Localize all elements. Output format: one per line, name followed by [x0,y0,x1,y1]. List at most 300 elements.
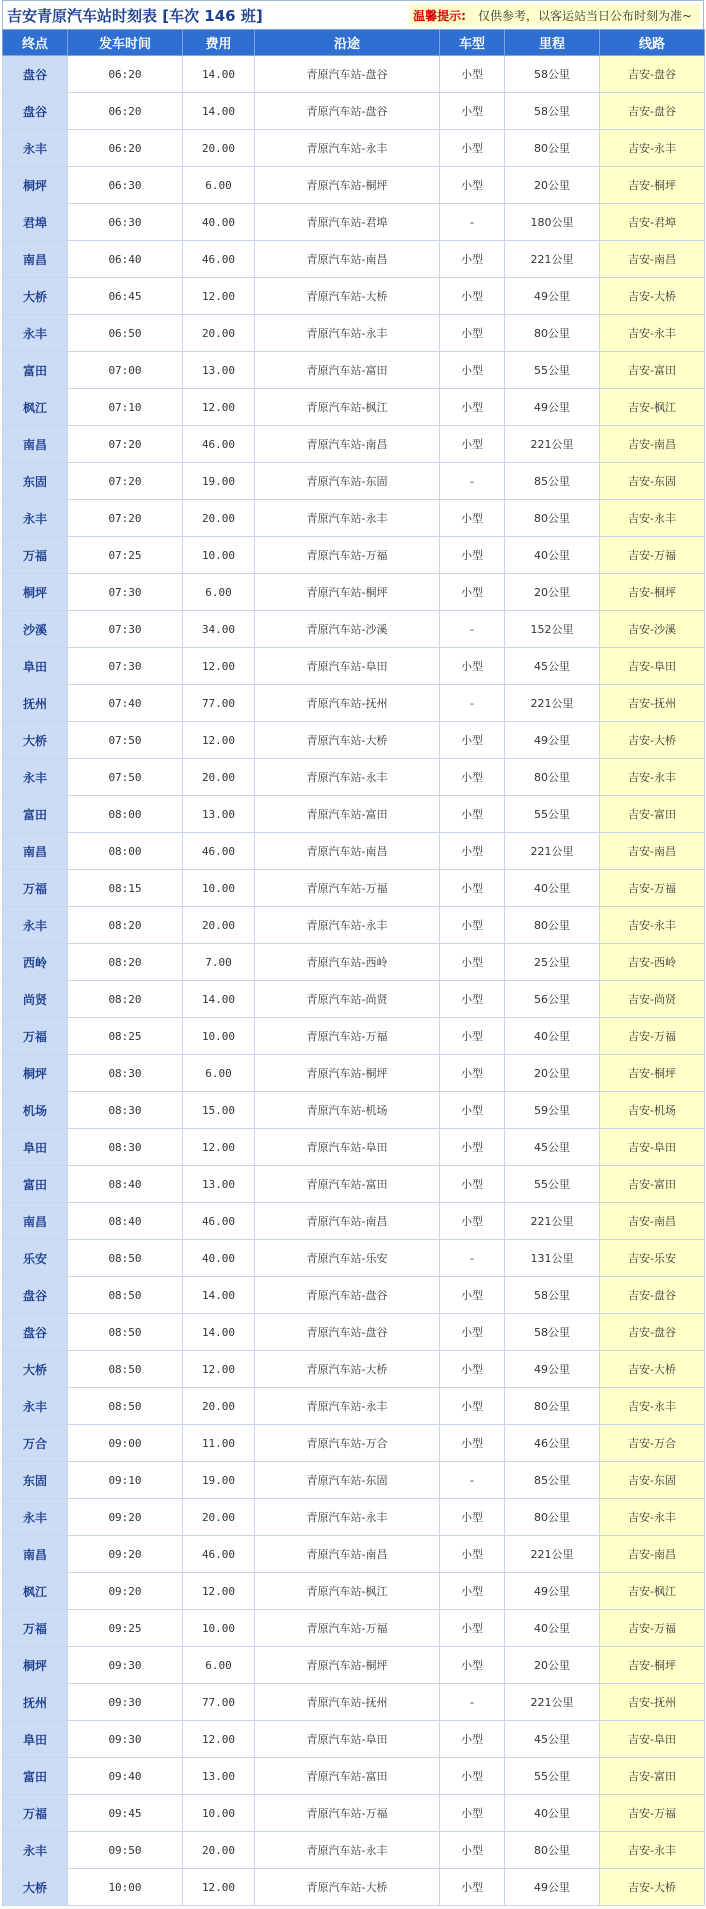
destination-cell: 盘谷 [3,93,68,130]
departure-time-cell: 08:50 [68,1388,183,1425]
fare-cell: 19.00 [183,463,255,500]
destination-cell: 万福 [3,1018,68,1055]
table-row [3,796,705,833]
via-cell: 青原汽车站-富田 [255,1166,440,1203]
fare-cell: 20.00 [183,907,255,944]
table-row [3,93,705,130]
departure-time-cell: 09:10 [68,1462,183,1499]
destination-cell: 万福 [3,870,68,907]
distance-cell: 40公里 [505,870,600,907]
distance-cell: 131公里 [505,1240,600,1277]
timetable-header [2,0,704,29]
route-cell: 吉安-阜田 [600,1721,705,1758]
departure-time-cell: 07:20 [68,426,183,463]
via-cell: 青原汽车站-南昌 [255,1536,440,1573]
destination-cell: 永丰 [3,315,68,352]
table-row [3,1573,705,1610]
distance-cell: 20公里 [505,1055,600,1092]
table-row [3,1351,705,1388]
destination-cell: 阜田 [3,648,68,685]
table-row [3,1832,705,1869]
vehicle-type-cell: 小型 [440,130,505,167]
vehicle-type-cell: 小型 [440,1536,505,1573]
table-row [3,759,705,796]
route-cell: 吉安-西岭 [600,944,705,981]
table-row [3,1462,705,1499]
destination-cell: 永丰 [3,1832,68,1869]
departure-time-cell: 06:20 [68,56,183,93]
destination-cell: 桐坪 [3,1647,68,1684]
distance-cell: 59公里 [505,1092,600,1129]
distance-cell: 152公里 [505,611,600,648]
fare-cell: 14.00 [183,93,255,130]
fare-cell: 20.00 [183,1499,255,1536]
departure-time-cell: 09:25 [68,1610,183,1647]
via-cell: 青原汽车站-西岭 [255,944,440,981]
destination-cell: 富田 [3,1166,68,1203]
destination-cell: 南昌 [3,1203,68,1240]
via-cell: 青原汽车站-枫江 [255,389,440,426]
departure-time-cell: 09:20 [68,1536,183,1573]
table-row [3,722,705,759]
table-row [3,278,705,315]
distance-cell: 221公里 [505,685,600,722]
route-cell: 吉安-桐坪 [600,1055,705,1092]
table-row [3,56,705,93]
route-cell: 吉安-桐坪 [600,1647,705,1684]
departure-time-cell: 09:30 [68,1647,183,1684]
table-row [3,167,705,204]
route-cell: 吉安-永丰 [600,1832,705,1869]
destination-cell: 阜田 [3,1129,68,1166]
route-cell: 吉安-万福 [600,537,705,574]
vehicle-type-cell: 小型 [440,759,505,796]
distance-cell: 55公里 [505,352,600,389]
route-cell: 吉安-抚州 [600,685,705,722]
distance-cell: 40公里 [505,1018,600,1055]
table-row [3,648,705,685]
departure-time-cell: 06:30 [68,204,183,241]
destination-cell: 永丰 [3,1388,68,1425]
fare-cell: 20.00 [183,759,255,796]
distance-cell: 40公里 [505,537,600,574]
departure-time-cell: 06:40 [68,241,183,278]
destination-cell: 桐坪 [3,574,68,611]
fare-cell: 6.00 [183,574,255,611]
fare-cell: 10.00 [183,1610,255,1647]
route-cell: 吉安-东固 [600,1462,705,1499]
departure-time-cell: 08:40 [68,1166,183,1203]
via-cell: 青原汽车站-桐坪 [255,1647,440,1684]
vehicle-type-cell: - [440,463,505,500]
departure-time-cell: 08:30 [68,1092,183,1129]
table-row [3,611,705,648]
table-row [3,500,705,537]
vehicle-type-cell: 小型 [440,1499,505,1536]
table-row [3,1092,705,1129]
via-cell: 青原汽车站-大桥 [255,1869,440,1906]
departure-time-cell: 07:20 [68,463,183,500]
distance-cell: 20公里 [505,1647,600,1684]
vehicle-type-cell: 小型 [440,315,505,352]
notice-text: 仅供参考，以客运站当日公布时刻为准~ [477,8,692,23]
route-cell: 吉安-君埠 [600,204,705,241]
distance-cell: 45公里 [505,1721,600,1758]
route-cell: 吉安-盘谷 [600,56,705,93]
fare-cell: 14.00 [183,1314,255,1351]
table-row [3,1647,705,1684]
via-cell: 青原汽车站-大桥 [255,722,440,759]
destination-cell: 永丰 [3,759,68,796]
distance-cell: 49公里 [505,1869,600,1906]
via-cell: 青原汽车站-东固 [255,1462,440,1499]
fare-cell: 77.00 [183,685,255,722]
departure-time-cell: 08:50 [68,1351,183,1388]
timetable-container [2,0,704,1906]
vehicle-type-cell: 小型 [440,537,505,574]
vehicle-type-cell: 小型 [440,1795,505,1832]
via-cell: 青原汽车站-永丰 [255,315,440,352]
via-cell: 青原汽车站-万福 [255,870,440,907]
fare-cell: 12.00 [183,1351,255,1388]
distance-cell: 221公里 [505,426,600,463]
route-cell: 吉安-永丰 [600,130,705,167]
destination-cell: 沙溪 [3,611,68,648]
fare-cell: 46.00 [183,241,255,278]
vehicle-type-cell: - [440,685,505,722]
table-row [3,1203,705,1240]
via-cell: 青原汽车站-永丰 [255,130,440,167]
table-row [3,1610,705,1647]
table-row [3,1314,705,1351]
fare-cell: 14.00 [183,981,255,1018]
vehicle-type-cell: - [440,1684,505,1721]
via-cell: 青原汽车站-乐安 [255,1240,440,1277]
vehicle-type-cell: - [440,1462,505,1499]
table-row [3,426,705,463]
table-row [3,1758,705,1795]
via-cell: 青原汽车站-盘谷 [255,1314,440,1351]
table-row [3,1277,705,1314]
fare-cell: 40.00 [183,1240,255,1277]
route-cell: 吉安-大桥 [600,278,705,315]
destination-cell: 盘谷 [3,56,68,93]
distance-cell: 45公里 [505,648,600,685]
fare-cell: 10.00 [183,537,255,574]
route-cell: 吉安-万福 [600,870,705,907]
distance-cell: 80公里 [505,907,600,944]
via-cell: 青原汽车站-富田 [255,352,440,389]
departure-time-cell: 08:50 [68,1314,183,1351]
departure-time-cell: 08:00 [68,833,183,870]
departure-time-cell: 09:20 [68,1573,183,1610]
fare-cell: 46.00 [183,426,255,463]
via-cell: 青原汽车站-永丰 [255,1499,440,1536]
distance-cell: 221公里 [505,833,600,870]
vehicle-type-cell: 小型 [440,1203,505,1240]
distance-cell: 46公里 [505,1425,600,1462]
route-cell: 吉安-大桥 [600,1351,705,1388]
departure-time-cell: 08:40 [68,1203,183,1240]
departure-time-cell: 09:45 [68,1795,183,1832]
vehicle-type-cell: - [440,1240,505,1277]
route-cell: 吉安-桐坪 [600,574,705,611]
table-row [3,352,705,389]
departure-time-cell: 08:50 [68,1277,183,1314]
via-cell: 青原汽车站-万合 [255,1425,440,1462]
destination-cell: 抚州 [3,1684,68,1721]
distance-cell: 85公里 [505,463,600,500]
vehicle-type-cell: - [440,204,505,241]
vehicle-type-cell: 小型 [440,426,505,463]
distance-cell: 55公里 [505,1166,600,1203]
via-cell: 青原汽车站-东固 [255,463,440,500]
distance-cell: 45公里 [505,1129,600,1166]
vehicle-type-cell: 小型 [440,1573,505,1610]
table-row [3,574,705,611]
fare-cell: 10.00 [183,1795,255,1832]
destination-cell: 万福 [3,1795,68,1832]
table-row [3,1129,705,1166]
table-row [3,833,705,870]
distance-cell: 80公里 [505,315,600,352]
destination-cell: 枫江 [3,1573,68,1610]
distance-cell: 80公里 [505,1832,600,1869]
column-header-route: 线路 [600,30,705,56]
departure-time-cell: 09:30 [68,1721,183,1758]
via-cell: 青原汽车站-永丰 [255,759,440,796]
route-cell: 吉安-阜田 [600,648,705,685]
destination-cell: 永丰 [3,1499,68,1536]
departure-time-cell: 09:40 [68,1758,183,1795]
vehicle-type-cell: 小型 [440,167,505,204]
via-cell: 青原汽车站-永丰 [255,1388,440,1425]
route-cell: 吉安-盘谷 [600,93,705,130]
via-cell: 青原汽车站-沙溪 [255,611,440,648]
fare-cell: 12.00 [183,389,255,426]
route-cell: 吉安-抚州 [600,1684,705,1721]
vehicle-type-cell: 小型 [440,1055,505,1092]
destination-cell: 万福 [3,537,68,574]
departure-time-cell: 08:20 [68,907,183,944]
fare-cell: 46.00 [183,1203,255,1240]
via-cell: 青原汽车站-尚贤 [255,981,440,1018]
departure-time-cell: 07:20 [68,500,183,537]
route-cell: 吉安-盘谷 [600,1314,705,1351]
distance-cell: 221公里 [505,241,600,278]
destination-cell: 南昌 [3,833,68,870]
vehicle-type-cell: 小型 [440,1721,505,1758]
column-header-departure-time: 发车时间 [68,30,183,56]
table-row [3,1499,705,1536]
vehicle-type-cell: 小型 [440,1869,505,1906]
table-row [3,944,705,981]
destination-cell: 富田 [3,352,68,389]
distance-cell: 49公里 [505,722,600,759]
departure-time-cell: 08:30 [68,1129,183,1166]
route-cell: 吉安-大桥 [600,1869,705,1906]
fare-cell: 20.00 [183,130,255,167]
fare-cell: 10.00 [183,870,255,907]
table-header-row [3,30,705,56]
fare-cell: 7.00 [183,944,255,981]
destination-cell: 东固 [3,463,68,500]
column-header-via: 沿途 [255,30,440,56]
route-cell: 吉安-桐坪 [600,167,705,204]
vehicle-type-cell: 小型 [440,722,505,759]
departure-time-cell: 07:50 [68,759,183,796]
vehicle-type-cell: 小型 [440,796,505,833]
fare-cell: 46.00 [183,833,255,870]
destination-cell: 机场 [3,1092,68,1129]
fare-cell: 13.00 [183,796,255,833]
route-cell: 吉安-南昌 [600,1536,705,1573]
destination-cell: 阜田 [3,1721,68,1758]
departure-time-cell: 07:50 [68,722,183,759]
via-cell: 青原汽车站-南昌 [255,833,440,870]
departure-time-cell: 09:00 [68,1425,183,1462]
distance-cell: 180公里 [505,204,600,241]
fare-cell: 20.00 [183,315,255,352]
vehicle-type-cell: 小型 [440,1092,505,1129]
fare-cell: 14.00 [183,1277,255,1314]
vehicle-type-cell: 小型 [440,1610,505,1647]
vehicle-type-cell: 小型 [440,1758,505,1795]
departure-time-cell: 06:20 [68,130,183,167]
table-row [3,1425,705,1462]
via-cell: 青原汽车站-桐坪 [255,1055,440,1092]
route-cell: 吉安-永丰 [600,500,705,537]
departure-time-cell: 08:20 [68,981,183,1018]
fare-cell: 19.00 [183,1462,255,1499]
distance-cell: 80公里 [505,759,600,796]
vehicle-type-cell: 小型 [440,93,505,130]
departure-time-cell: 10:00 [68,1869,183,1906]
fare-cell: 6.00 [183,1647,255,1684]
fare-cell: 12.00 [183,1869,255,1906]
distance-cell: 25公里 [505,944,600,981]
schedule-table [2,29,705,1906]
fare-cell: 15.00 [183,1092,255,1129]
route-cell: 吉安-枫江 [600,389,705,426]
vehicle-type-cell: 小型 [440,1832,505,1869]
via-cell: 青原汽车站-枫江 [255,1573,440,1610]
destination-cell: 永丰 [3,907,68,944]
fare-cell: 6.00 [183,1055,255,1092]
departure-time-cell: 07:30 [68,574,183,611]
via-cell: 青原汽车站-君埠 [255,204,440,241]
distance-cell: 221公里 [505,1536,600,1573]
route-cell: 吉安-东固 [600,463,705,500]
distance-cell: 58公里 [505,1314,600,1351]
distance-cell: 221公里 [505,1203,600,1240]
vehicle-type-cell: 小型 [440,574,505,611]
route-cell: 吉安-永丰 [600,907,705,944]
departure-time-cell: 09:50 [68,1832,183,1869]
via-cell: 青原汽车站-富田 [255,796,440,833]
destination-cell: 大桥 [3,1869,68,1906]
vehicle-type-cell: - [440,611,505,648]
route-cell: 吉安-富田 [600,352,705,389]
route-cell: 吉安-南昌 [600,1203,705,1240]
vehicle-type-cell: 小型 [440,56,505,93]
route-cell: 吉安-机场 [600,1092,705,1129]
column-header-distance: 里程 [505,30,600,56]
table-row [3,1536,705,1573]
table-row [3,1240,705,1277]
destination-cell: 乐安 [3,1240,68,1277]
vehicle-type-cell: 小型 [440,389,505,426]
table-row [3,389,705,426]
route-cell: 吉安-盘谷 [600,1277,705,1314]
destination-cell: 万福 [3,1610,68,1647]
table-row [3,130,705,167]
via-cell: 青原汽车站-盘谷 [255,93,440,130]
route-cell: 吉安-阜田 [600,1129,705,1166]
fare-cell: 20.00 [183,1832,255,1869]
route-cell: 吉安-永丰 [600,1388,705,1425]
vehicle-type-cell: 小型 [440,1129,505,1166]
destination-cell: 东固 [3,1462,68,1499]
destination-cell: 桐坪 [3,167,68,204]
table-row [3,907,705,944]
table-row [3,1795,705,1832]
via-cell: 青原汽车站-永丰 [255,1832,440,1869]
destination-cell: 富田 [3,1758,68,1795]
vehicle-type-cell: 小型 [440,907,505,944]
via-cell: 青原汽车站-桐坪 [255,574,440,611]
distance-cell: 49公里 [505,389,600,426]
distance-cell: 20公里 [505,574,600,611]
via-cell: 青原汽车站-阜田 [255,1129,440,1166]
table-row [3,463,705,500]
departure-time-cell: 06:50 [68,315,183,352]
table-row [3,1018,705,1055]
vehicle-type-cell: 小型 [440,981,505,1018]
vehicle-type-cell: 小型 [440,1351,505,1388]
distance-cell: 40公里 [505,1795,600,1832]
vehicle-type-cell: 小型 [440,648,505,685]
destination-cell: 大桥 [3,1351,68,1388]
via-cell: 青原汽车站-大桥 [255,278,440,315]
vehicle-type-cell: 小型 [440,1647,505,1684]
table-row [3,1721,705,1758]
fare-cell: 11.00 [183,1425,255,1462]
destination-cell: 南昌 [3,241,68,278]
vehicle-type-cell: 小型 [440,944,505,981]
fare-cell: 13.00 [183,352,255,389]
via-cell: 青原汽车站-抚州 [255,1684,440,1721]
route-cell: 吉安-永丰 [600,759,705,796]
via-cell: 青原汽车站-富田 [255,1758,440,1795]
departure-time-cell: 08:20 [68,944,183,981]
vehicle-type-cell: 小型 [440,1018,505,1055]
departure-time-cell: 08:00 [68,796,183,833]
fare-cell: 20.00 [183,500,255,537]
departure-time-cell: 07:40 [68,685,183,722]
fare-cell: 12.00 [183,278,255,315]
departure-time-cell: 07:00 [68,352,183,389]
destination-cell: 尚贤 [3,981,68,1018]
via-cell: 青原汽车站-万福 [255,1018,440,1055]
vehicle-type-cell: 小型 [440,870,505,907]
page-title: 吉安青原汽车站时刻表 [车次 146 班] [7,6,263,25]
table-row [3,1166,705,1203]
fare-cell: 12.00 [183,1721,255,1758]
distance-cell: 58公里 [505,93,600,130]
distance-cell: 55公里 [505,796,600,833]
departure-time-cell: 08:30 [68,1055,183,1092]
